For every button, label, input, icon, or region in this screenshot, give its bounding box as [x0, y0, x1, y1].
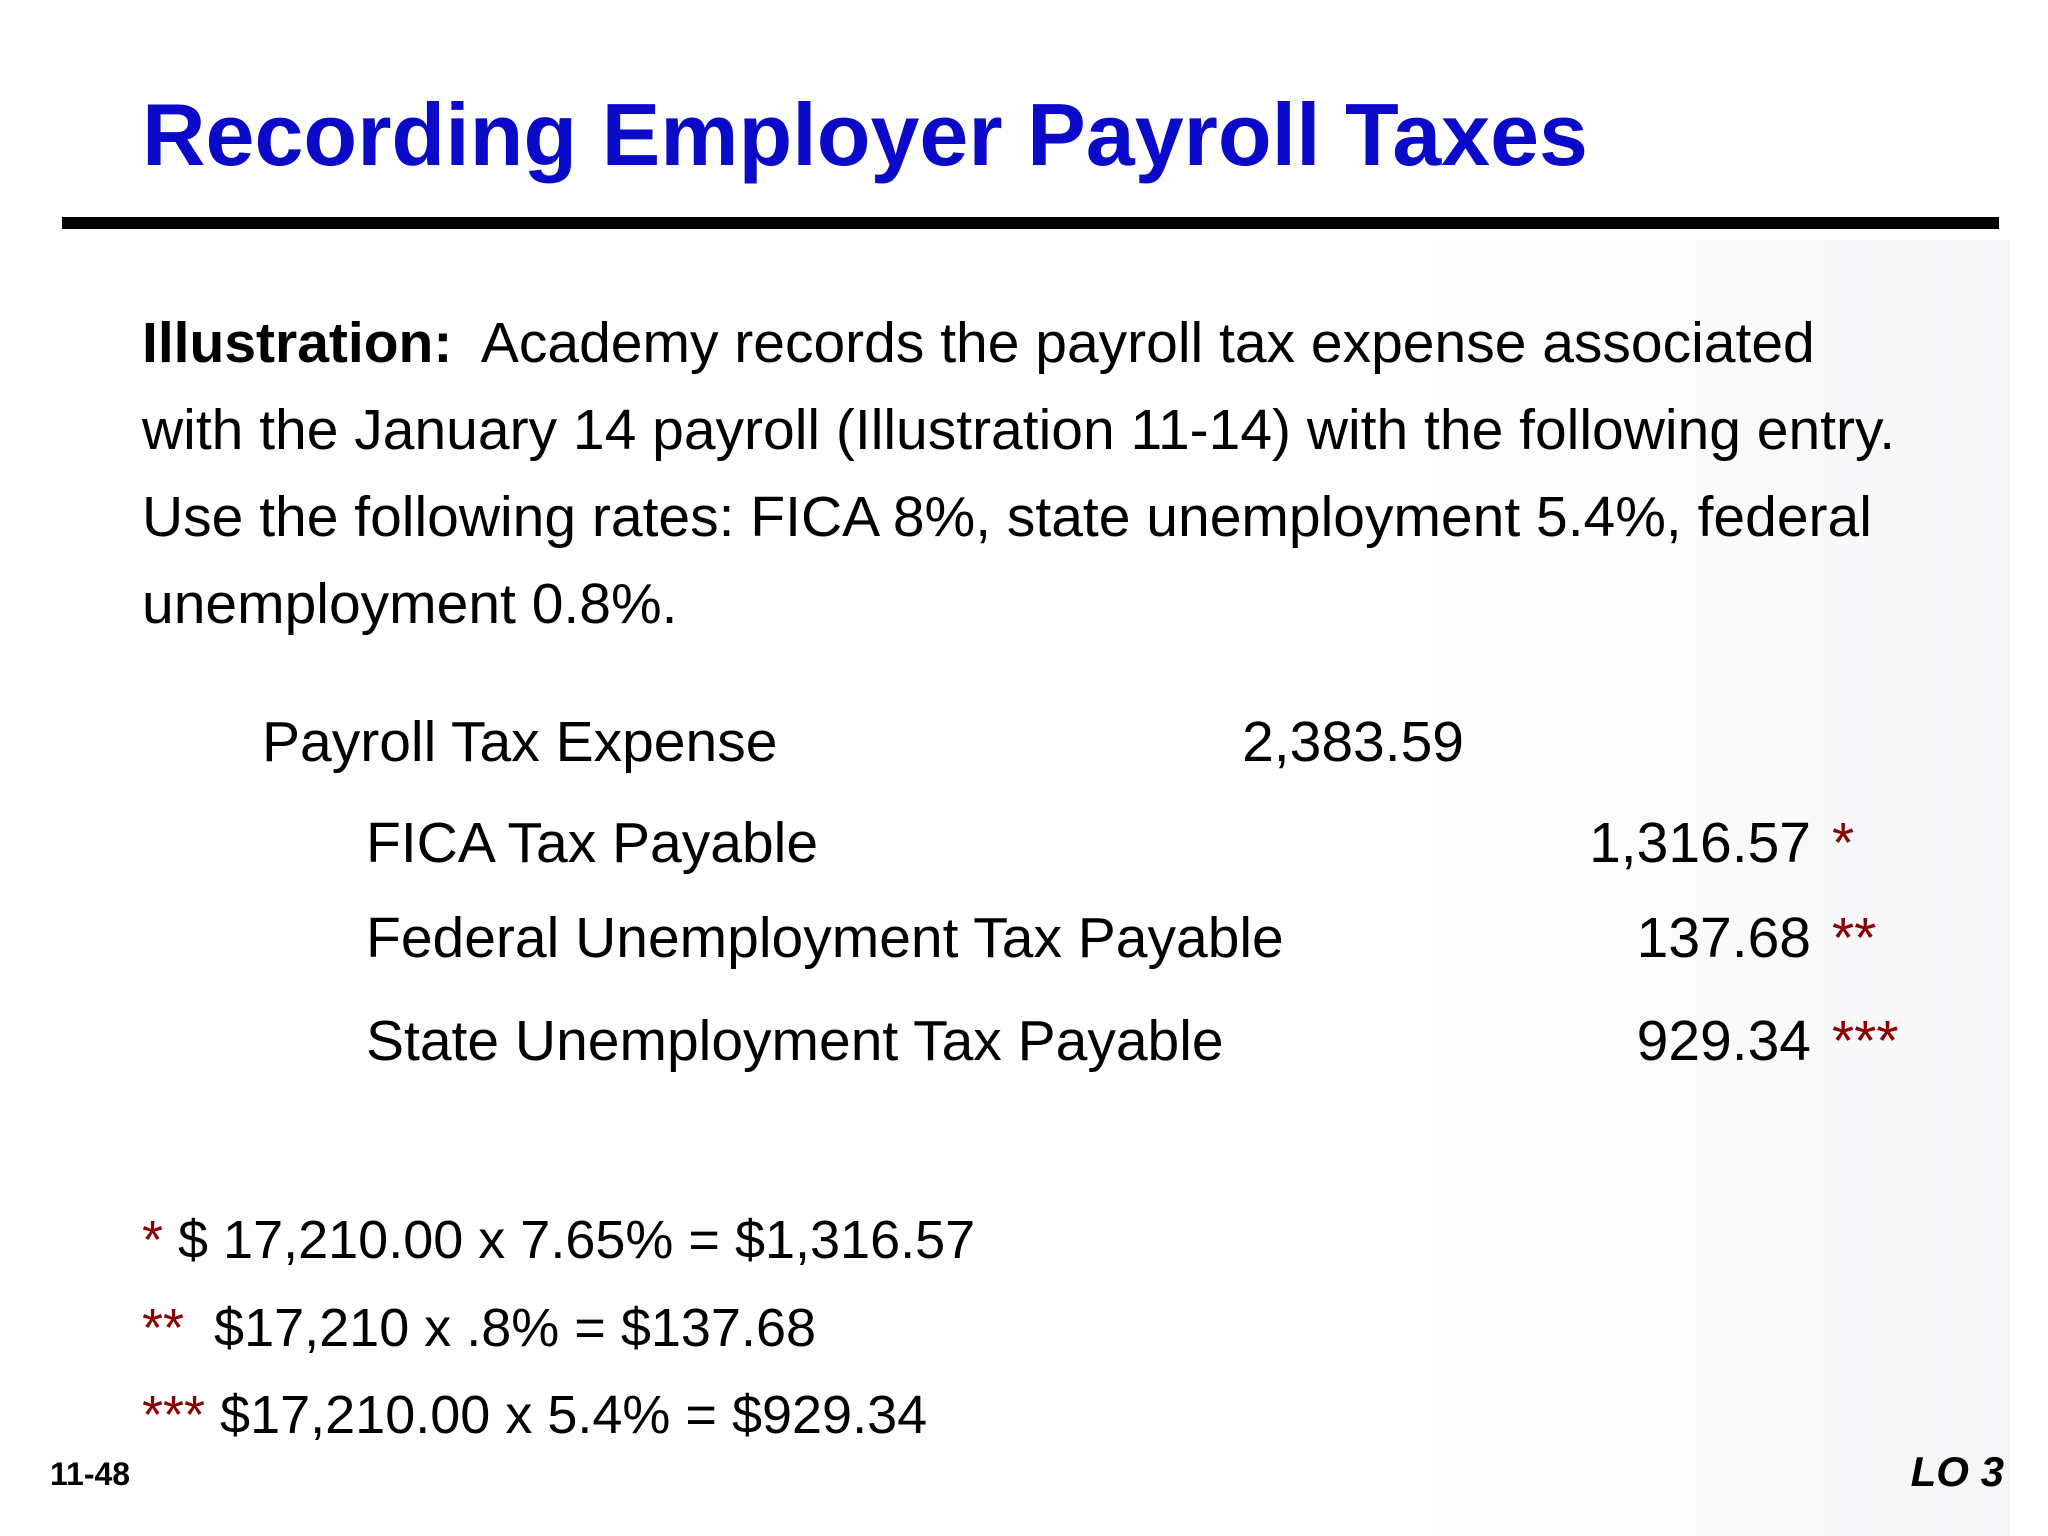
credit-mark-federal-unemployment: **: [1832, 906, 1877, 970]
illustration-text: Academy records the payroll tax expense associated with the January 14 payroll (Illustration 11-14) with the following entry. Use the following rates: FICA 8%, state unemployment 5.4%, federal unemployment 0.8%.: [142, 311, 1896, 636]
learning-objective-label: LO 3: [1910, 1448, 2004, 1495]
credit-mark-state-unemployment: ***: [1832, 1009, 1899, 1073]
page-number: 11-48: [50, 1456, 131, 1492]
debit-account: Payroll Tax Expense: [262, 710, 778, 774]
footnote-federal-unemployment: [142, 1293, 816, 1363]
credit-account-fica: FICA Tax Payable: [366, 811, 819, 875]
credit-amount-federal-unemployment: 137.68: [1636, 906, 1811, 970]
title-divider: [62, 217, 1999, 229]
credit-account-federal-unemployment: Federal Unemployment Tax Payable: [366, 906, 1284, 970]
credit-amount-state-unemployment: 929.34: [1636, 1009, 1811, 1073]
footnote-mark: **: [142, 1298, 185, 1358]
credit-mark-fica: *: [1832, 811, 1855, 875]
footnote-text: $17,210 x .8% = $137.68: [184, 1298, 817, 1358]
debit-amount: 2,383.59: [1242, 710, 1464, 774]
footnote-text: $17,210.00 x 5.4% = $929.34: [205, 1385, 928, 1445]
footnote-state-unemployment: [142, 1380, 927, 1450]
credit-account-state-unemployment: State Unemployment Tax Payable: [366, 1009, 1224, 1073]
illustration-label: Illustration:: [142, 311, 453, 375]
footnote-fica: [142, 1205, 975, 1275]
slide-title: Recording Employer Payroll Taxes: [142, 85, 1588, 184]
credit-amount-fica: 1,316.57: [1589, 811, 1811, 875]
footnote-mark: *: [142, 1210, 164, 1270]
illustration-paragraph: [142, 300, 1922, 648]
footnote-mark: ***: [142, 1385, 206, 1445]
footnote-text: $ 17,210.00 x 7.65% = $1,316.57: [163, 1210, 976, 1270]
